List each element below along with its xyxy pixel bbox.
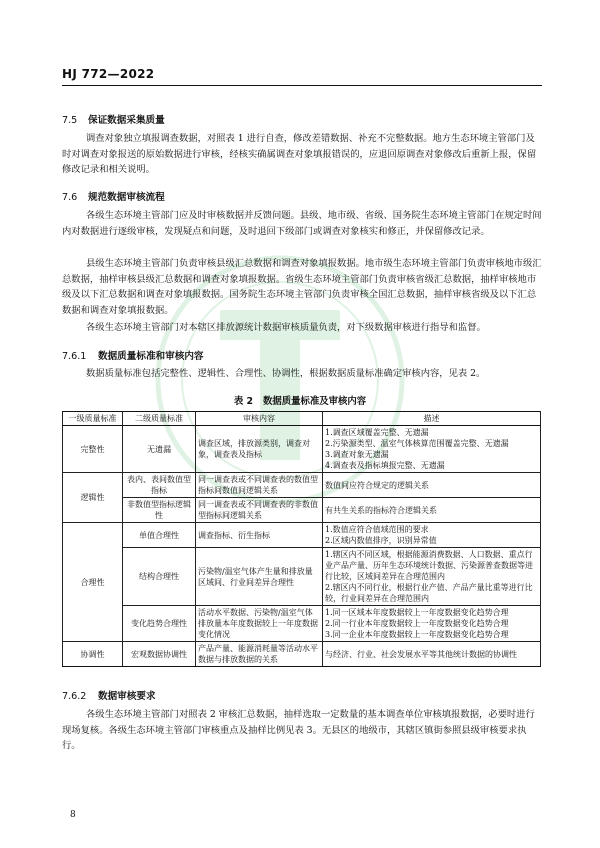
description-line: 3.调查对象无遗漏	[325, 450, 389, 459]
heading-7-6-1	[62, 348, 204, 362]
table-caption-number: 表 2	[233, 396, 254, 407]
table-row	[63, 426, 541, 473]
table-header-row	[63, 412, 541, 426]
paragraph-7-6-1: 数据质量标准包括完整性、逻辑性、合理性、协调性，根据数据质量标准确定审核内容，见表 2。	[86, 368, 486, 379]
heading-title: 规范数据审核流程	[88, 192, 165, 203]
description-cell	[323, 523, 541, 548]
level1-cell: 完整性	[63, 426, 123, 473]
table-row	[63, 548, 541, 606]
level2-cell: 无遗漏	[123, 426, 196, 473]
heading-7-6	[62, 189, 165, 203]
description-line: 4.调查表及指标填报完整、无遗漏	[325, 461, 445, 470]
content-cell: 污染物/温室气体产生量和排放量区域间、行业间差异合理性	[196, 548, 323, 606]
description-line: 1.调查区域覆盖完整、无遗漏	[325, 428, 429, 437]
description-line: 2.辖区内不同行业，根据行业产值、产品产量比重等进行比较，行业间差异在合理范围内	[325, 583, 533, 603]
table-row	[63, 523, 541, 548]
heading-7-6-2	[62, 688, 156, 702]
heading-number: 7.6	[62, 192, 78, 203]
description-line: 2.同一行业本年度数据较上一年度数据变化趋势合理	[325, 619, 509, 628]
level1-cell: 协调性	[63, 642, 123, 667]
description-cell: 与经济、行业、社会发展水平等其他统计数据的协调性	[323, 642, 541, 667]
document-id: HJ 772—2022	[62, 67, 155, 81]
description-line: 2.区域内数值排序，识别异常值	[325, 536, 437, 545]
paragraph-7-6-c: 各级生态环境主管部门对本辖区排放源统计数据审核质量负责，对下级数据审核进行指导和监督。	[86, 322, 486, 333]
heading-title: 数据质量标准和审核内容	[98, 351, 204, 362]
content-cell: 活动水平数据、污染物/温室气体排放量本年度数据较上一年度数据变化情况	[196, 606, 323, 642]
description-line: 1.数值应符合值域范围的要求	[325, 525, 429, 534]
table-row	[63, 606, 541, 642]
description-line: 2.污染源类型、温室气体核算范围覆盖完整、无遗漏	[325, 439, 509, 448]
header-description: 描述	[323, 412, 541, 426]
heading-number: 7.6.2	[62, 691, 87, 702]
paragraph-7-6-b: 县级生态环境主管部门负责审核县级汇总数据和调查对象填报数据。地市级生态环境主管部门负责审核地市级汇总数据，抽样审核县级汇总数据和调查对象填报数据。省级生态环境主管部门负责审核省级汇总数据，抽样审核地市级及以下汇总数据和调查对象填报数据。国务院生态环境主管部门负责审核全国汇总数据，抽样审核省级及以下汇总数据和调查对象填报数据。	[62, 258, 542, 316]
header-content: 审核内容	[196, 412, 323, 426]
header-level1: 一级质量标准	[63, 412, 123, 426]
level2-cell: 单值合理性	[123, 523, 196, 548]
table-caption-title: 数据质量标准及审核内容	[263, 396, 367, 407]
table-row	[63, 473, 541, 498]
description-cell: 有共生关系的指标符合逻辑关系	[323, 498, 541, 523]
table-row	[63, 498, 541, 523]
paragraph-7-6-a: 各级生态环境主管部门应及时审核数据并反馈问题。县级、地市级、省级、国务院生态环境主管部门在规定时间内对数据进行逐级审核，发现疑点和问题，及时退回下级部门或调查对象核实和修正，并保留修改记录。	[62, 210, 542, 237]
heading-title: 保证数据采集质量	[88, 115, 165, 126]
header-rule	[62, 85, 542, 86]
level1-cell: 逻辑性	[63, 473, 123, 523]
description-line: 1.辖区内不同区域，根据能源消费数据、人口数据、重点行业产品产量、历年生态环境统计数据、污染源普查数据等进行比较，区域间差异在合理范围内	[325, 550, 533, 581]
header-level2: 二级质量标准	[123, 412, 196, 426]
table-row	[63, 642, 541, 667]
level2-cell: 变化趋势合理性	[123, 606, 196, 642]
table-caption	[0, 393, 600, 407]
content-cell: 调查指标、衍生指标	[196, 523, 323, 548]
content-cell: 同一调查表或不同调查表的非数值型指标间逻辑关系	[196, 498, 323, 523]
paragraph-7-6-2: 各级生态环境主管部门对照表 2 审核汇总数据，抽样选取一定数量的基本调查单位审核填报数据，必要时进行现场复核。各级生态环境主管部门审核重点及抽样比例见表 3。无县区的地级市，其辖区镇街参照县级审核要求执行。	[62, 709, 535, 752]
page-number: 8	[70, 810, 76, 820]
description-cell	[323, 606, 541, 642]
description-cell	[323, 426, 541, 473]
level2-cell: 表内、表间数值型指标	[123, 473, 196, 498]
paragraph-7-5: 调查对象独立填报调查数据，对照表 1 进行自查，修改差错数据、补充不完整数据。地方生态环境主管部门及时对调查对象报送的原始数据进行审核，经核实确属调查对象填报错误的，应退回原调查对象修改后重新上报，保留修改记录和相关说明。	[62, 133, 537, 176]
level1-cell: 合理性	[63, 523, 123, 642]
heading-title: 数据审核要求	[98, 691, 156, 702]
quality-standard-table	[62, 411, 541, 667]
heading-7-5	[62, 112, 165, 126]
level2-cell: 宏观数据协调性	[123, 642, 196, 667]
heading-number: 7.5	[62, 115, 78, 126]
description-cell	[323, 548, 541, 606]
level2-cell: 非数值型指标逻辑性	[123, 498, 196, 523]
description-line: 1.同一区域本年度数据较上一年度数据变化趋势合理	[325, 608, 509, 617]
heading-number: 7.6.1	[62, 351, 87, 362]
description-line: 3.同一企业本年度数据较上一年度数据变化趋势合理	[325, 630, 509, 639]
content-cell: 同一调查表或不同调查表的数值型指标间数值间逻辑关系	[196, 473, 323, 498]
description-cell: 数值间应符合规定的逻辑关系	[323, 473, 541, 498]
level2-cell: 结构合理性	[123, 548, 196, 606]
content-cell: 调查区域，排放源类别，调查对象，调查表及指标	[196, 426, 323, 473]
content-cell: 产品产量、能源消耗量等活动水平数据与排放数据的关系	[196, 642, 323, 667]
